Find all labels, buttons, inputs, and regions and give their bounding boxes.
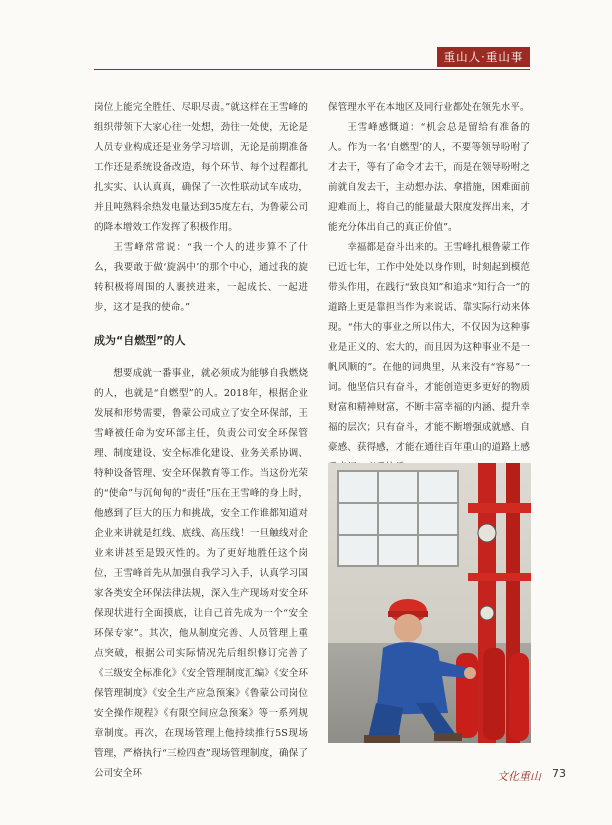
paragraph: 王雪峰感慨道：“机会总是留给有准备的人。作为一名‘自燃型’的人，不要等领导吩咐了才去干，等有了命令才去干，而是在领导吩咐之前就自发去干，主动想办法、拿措施，困难面前迎难而上，将自己的能量最大限度发挥出来，才能充分体出自己的真正价值”。 xyxy=(328,122,530,233)
right-column xyxy=(328,98,530,478)
paragraph: 岗位上能完全胜任、尽职尽责。”就这样在王雪峰的组织带领下大家心往一处想，劲往一处使，无论是人员专业构成还是业务学习培训，无论是前期准备工作还是系统设备改造，每个环节、每个过程都扎扎实实、认认真真，确保了一次性联动试车成功，并且吨熟料余热发电量达到35度左右，为鲁蒙公司的降本增效工作发挥了积极作用。 xyxy=(94,102,308,233)
left-column xyxy=(94,98,308,784)
header-rule xyxy=(94,69,530,70)
worker-photo xyxy=(328,463,531,743)
section-tab: 重山人·重山事 xyxy=(437,47,530,67)
magazine-logo: 文化重山 xyxy=(497,770,541,783)
section-subheading: 成为“自燃型”的人 xyxy=(94,334,186,347)
page-number: 73 xyxy=(552,767,566,780)
paragraph: 想要成就一番事业，就必须成为能够自我燃烧的人，也就是“自燃型”的人。2018年，根据企业发展和形势需要，鲁蒙公司成立了安全环保部，王雪峰被任命为安环部主任，负责公司安全环保管理、制度建设、安全标准化建设、业务关系协调、特种设备管理、安全环保教育等工作。当这份光荣的“使命”与沉甸甸的“责任”压在王雪峰的身上时，他感到了巨大的压力和挑战，安全工作谁都知道对企业来讲就是红线、底线、高压线！一旦触线对企业来讲甚至是毁灭性的。为了更好地胜任这个岗位，王雪峰首先从加强自我学习入手，认真学习国家各类安全环保法律法规，深入生产现场对安全环保现状进行全面摸底，让自己首先成为一个“安全环保专家”。其次，他从制度完善、人员管理上重点突破，根据公司实际情况先后组织修订完善了《三级安全标准化》《安全管理制度汇编》《安全环保管理制度》《安全生产应急预案》《鲁蒙公司岗位安全操作规程》《有限空间应急预案》等一系列规章制度。再次，在现场管理上他持续推行5S现场管理，严格执行“三检四查”现场管理制度，确保了公司安全环 xyxy=(94,368,308,779)
paragraph: 幸福都是奋斗出来的。王雪峰扎根鲁蒙工作已近七年，工作中处处以身作则，时刻起到模范带头作用，在践行“致良知”和追求“知行合一”的道路上更是靠担当作为来说话、靠实际行动来体现。“伟大的事业之所以伟大，不仅因为这种事业是正义的、宏大的，而且因为这种事业不是一帆风顺的”。在他的词典里，从来没有“容易”一词。他坚信只有奋斗，才能创造更多更好的物质财富和精神财富，不断丰富幸福的内涵、提升幸福的层次；只有奋斗，才能不断增强成就感、自豪感、获得感，才能在通往百年重山的道路上感 xyxy=(328,242,530,453)
paragraph: 王雪峰常常说：“我一个人的进步算不了什么，我要敢于做‘旋涡中’的那个中心，通过我的旋转积极将周围的人裹挟进来，一起成长、一起进步，这才是我的使命。” xyxy=(94,242,308,313)
paragraph: 保管理水平在本地区及同行业都处在领先水平。 xyxy=(328,102,530,113)
